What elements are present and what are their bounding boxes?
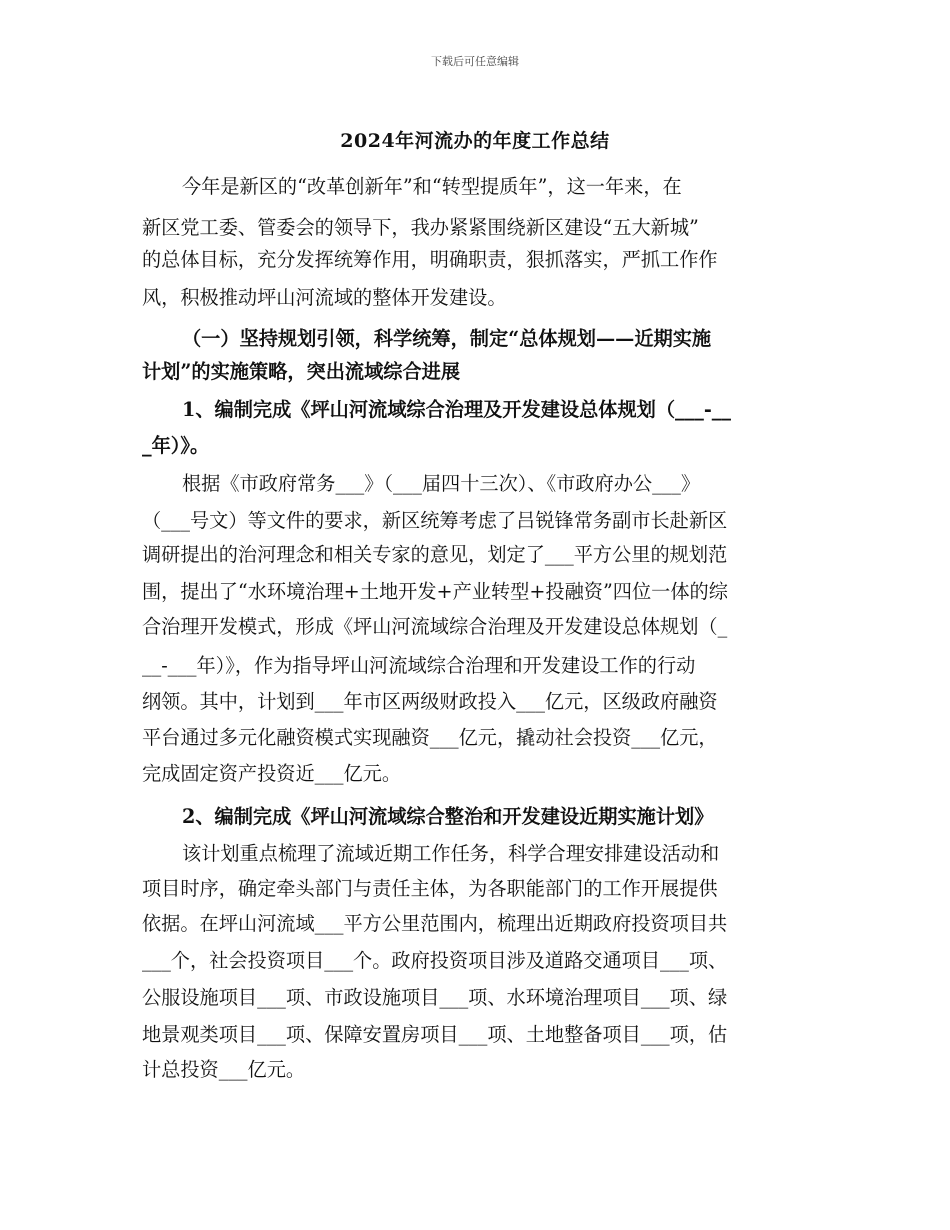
section-heading-line: 计划”的实施策略，突出流域综合进展	[142, 360, 461, 383]
section-heading-line: （一）坚持规划引领，科学统筹，制定“总体规划——近期实施	[182, 327, 712, 350]
body-line: __-___年）》，作为指导坪山河流域综合治理和开发建设工作的行动	[142, 654, 696, 677]
body-line: 围，提出了“水环境治理+土地开发+产业转型+投融资”四位一体的综	[142, 580, 728, 603]
body-line: 新区党工委、管委会的领导下，我办紧紧围绕新区建设“五大新城”	[142, 216, 699, 239]
body-line: 依据。在坪山河流域___平方公里范围内，梳理出近期政府投资项目共	[142, 912, 728, 935]
body-line: 完成固定资产投资近___亿元。	[142, 762, 402, 785]
body-line: 公服设施项目___项、市政设施项目___项、水环境治理项目___项、绿	[142, 986, 728, 1009]
body-line: 纲领。其中，计划到___年市区两级财政投入___亿元，区级政府融资	[142, 690, 718, 713]
page-header-note: 下载后可任意编辑	[431, 55, 519, 68]
subsection-heading-line: _年）》。	[142, 434, 210, 457]
document-title: 2024年河流办的年度工作总结	[340, 130, 610, 152]
body-line: ___个，社会投资项目___个。政府投资项目涉及道路交通项目___项、	[142, 949, 728, 972]
body-line: 计总投资___亿元。	[142, 1058, 306, 1081]
body-line: 今年是新区的“改革创新年”和“转型提质年”，这一年来，在	[182, 175, 682, 198]
body-line: 的总体目标，充分发挥统筹作用，明确职责，狠抓落实，严抓工作作	[142, 248, 718, 271]
body-line: 地景观类项目___项、保障安置房项目___项、土地整备项目___项，估	[142, 1023, 728, 1046]
body-line: 调研提出的治河理念和相关专家的意见，划定了___平方公里的规划范	[142, 543, 728, 566]
body-line: 项目时序，确定牵头部门与责任主体，为各职能部门的工作开展提供	[142, 877, 718, 900]
body-line: 风，积极推动坪山河流域的整体开发建设。	[142, 286, 507, 309]
body-line: 根据《市政府常务___》（___届四十三次）、《市政府办公___》	[182, 472, 701, 495]
body-line: （___号文）等文件的要求，新区统筹考虑了吕锐锋常务副市长赴新区	[142, 509, 728, 532]
body-line: 该计划重点梳理了流域近期工作任务，科学合理安排建设活动和	[182, 842, 720, 865]
body-line: 平台通过多元化融资模式实现融资___亿元，撬动社会投资___亿元，	[142, 726, 718, 749]
body-line: 合治理开发模式，形成《坪山河流域综合治理及开发建设总体规划（_	[142, 615, 728, 638]
subsection-heading-line: 2、编制完成《坪山河流域综合整治和开发建设近期实施计划》	[182, 805, 714, 828]
subsection-heading-line: 1、编制完成《坪山河流域综合治理及开发建设总体规划（___-__	[182, 398, 731, 421]
